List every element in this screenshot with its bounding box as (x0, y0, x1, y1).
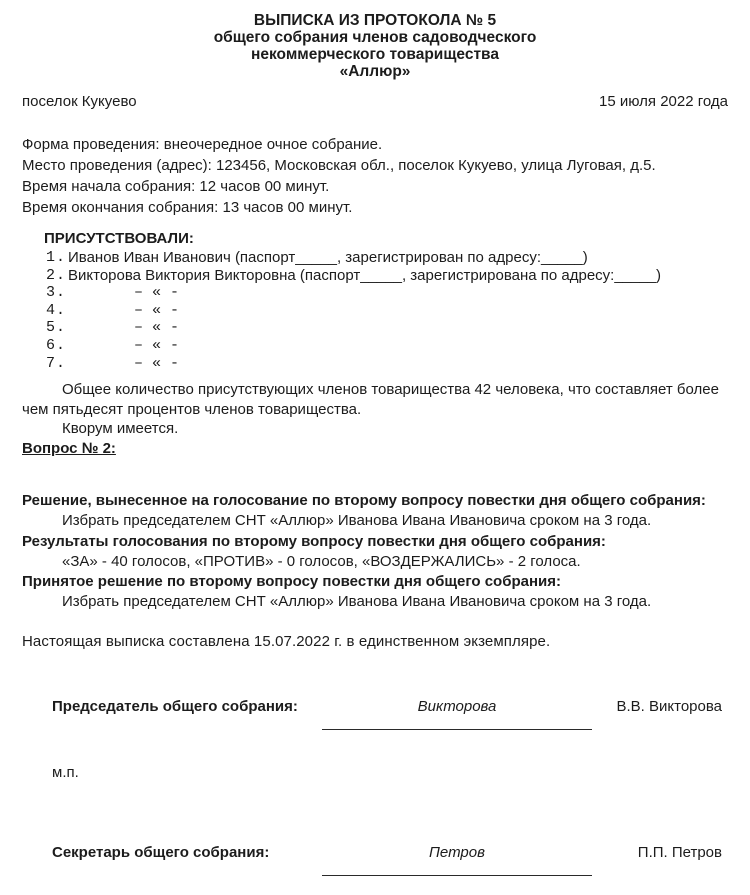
copy-statement: Настоящая выписка составлена 15.07.2022 г. в единственном экземпляре. (22, 633, 551, 651)
resolution-adopted-heading: Принятое решение по второму вопросу повестки дня общего собрания: (22, 572, 562, 590)
attendee-number: 4. (46, 301, 67, 319)
attendee-ditto-mark: – « - (134, 336, 180, 354)
question-heading: Вопрос № 2: (22, 439, 116, 457)
attendee-number: 2. (46, 266, 67, 284)
chairman-signature-script: Викторова (417, 698, 497, 716)
chairman-role-label: Председатель общего собрания: (52, 698, 298, 716)
place-date-row (22, 93, 728, 111)
document-title (22, 12, 728, 80)
attendee-number: 5. (46, 319, 67, 337)
title-line-4: «Аллюр» (339, 63, 411, 80)
chairman-signature-line (322, 729, 592, 730)
attendee-count-paragraph: Общее количество присутствующих членов товарищества 42 человека, что составляет более чем пятьдесят процентов членов товарищества. (22, 381, 719, 418)
secretary-signature-block (322, 843, 592, 876)
voting-results-body: «ЗА» - 40 голосов, «ПРОТИВ» - 0 голосов, «ВОЗДЕРЖАЛИСЬ» - 2 голоса. (62, 552, 581, 570)
attendee-row (46, 337, 728, 355)
voting-results-heading: Результаты голосования по второму вопросу повестки дня общего собрания: (22, 532, 606, 550)
secretary-signature-row (52, 843, 722, 876)
resolution-proposed-body: Избрать председателем СНТ «Аллюр» Иванова Ивана Ивановича сроком на 3 года. (62, 512, 652, 530)
chairman-signature-block (322, 697, 592, 730)
title-line-3: некоммерческого товарищества (251, 46, 499, 63)
meeting-meta (22, 134, 728, 218)
meta-address-line: Место проведения (адрес): 123456, Московская обл., поселок Кукуево, улица Луговая, д.5. (22, 157, 656, 174)
attendee-row (46, 284, 728, 302)
attendee-ditto-mark: – « - (134, 319, 180, 337)
quorum-section (22, 380, 728, 458)
quorum-statement: Кворум имеется. (62, 420, 179, 438)
attendee-row (46, 249, 728, 267)
secretary-role-label: Секретарь общего собрания: (52, 844, 270, 862)
attendee-number: 3. (46, 284, 67, 302)
resolution-proposed-heading: Решение, вынесенное на голосование по второму вопросу повестки дня общего собрания: (22, 492, 706, 510)
attendees-list (22, 249, 728, 372)
attendee-row (46, 302, 728, 320)
attendee-number: 1. (46, 249, 67, 266)
meta-format-line: Форма проведения: внеочередное очное собрание. (22, 136, 383, 153)
chairman-name: В.В. Викторова (616, 698, 722, 716)
attendees-heading: ПРИСУТСТВОВАЛИ: (44, 230, 194, 247)
place-label: поселок Кукуево (22, 93, 137, 110)
attendee-number: 7. (46, 354, 67, 372)
seal-placeholder: м.п. (52, 764, 79, 782)
attendee-ditto-mark: – « - (134, 354, 180, 372)
date-label: 15 июля 2022 года (599, 93, 728, 110)
resolutions-section (22, 491, 728, 612)
attendee-text: Викторова Виктория Викторовна (паспорт_____, зарегистрирована по адресу:_____) (68, 266, 662, 284)
secretary-signature-script: Петров (429, 844, 485, 862)
attendee-number: 6. (46, 336, 67, 354)
attendee-row (46, 267, 728, 285)
attendee-ditto-mark: – « - (134, 301, 180, 319)
meta-start-time-line: Время начала собрания: 12 часов 00 минут. (22, 178, 330, 195)
attendee-ditto-mark: – « - (134, 284, 180, 302)
secretary-signature-line (322, 875, 592, 876)
attendee-row (46, 319, 728, 337)
meta-end-time-line: Время окончания собрания: 13 часов 00 минут. (22, 199, 353, 216)
resolution-adopted-body: Избрать председателем СНТ «Аллюр» Иванова Ивана Ивановича сроком на 3 года. (62, 593, 652, 611)
attendee-row (46, 355, 728, 373)
secretary-name: П.П. Петров (637, 844, 722, 862)
attendee-text: Иванов Иван Иванович (паспорт_____, зарегистрирован по адресу:_____) (68, 249, 588, 266)
title-line-1: ВЫПИСКА ИЗ ПРОТОКОЛА № 5 (253, 12, 497, 29)
title-line-2: общего собрания членов садоводческого (213, 29, 537, 46)
chairman-signature-row (52, 697, 722, 730)
